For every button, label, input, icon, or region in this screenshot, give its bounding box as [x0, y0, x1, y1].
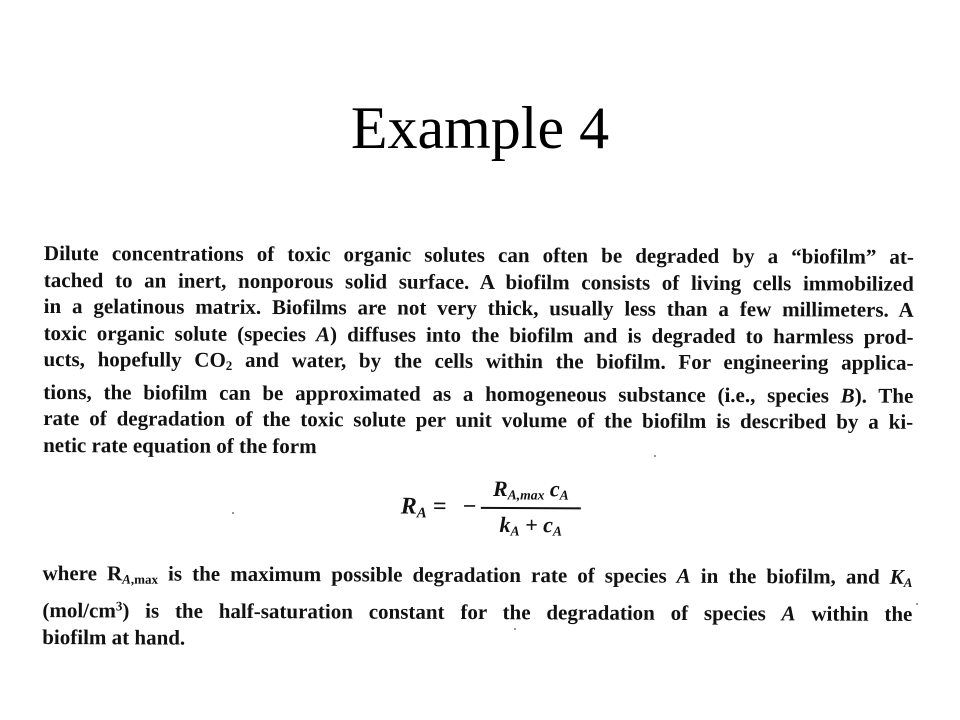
- equation-lhs: $R_A$ =: [400, 493, 447, 522]
- text-line: Dilute concentrations of toxic organic solutes can often be degraded by a “biofilm” at-: [43, 240, 914, 269]
- equation-fraction: [481, 476, 581, 539]
- equation-numerator: $R_{A,max}$ $c_A$: [481, 476, 581, 509]
- text-line: tached to an inert, nonporous solid surface. A biofilm consists of living cells immobilized: [43, 267, 914, 296]
- scan-speck: [654, 455, 656, 457]
- rate-equation: [43, 470, 913, 550]
- scanned-text-block: [42, 240, 914, 654]
- text-line: tions, the biofilm can be approximated as a homogeneous substance (i.e., species B). The: [43, 379, 914, 408]
- text-line: ucts, hopefully $CO_2$ and water, by the cells within the biofilm. For engineering applica-: [43, 346, 914, 375]
- text-line: biofilm at hand.: [42, 624, 186, 650]
- text-line: in a gelatinous matrix. Biofilms are not very thick, usually less than a few millimeters. A: [43, 293, 914, 322]
- scan-speck: [514, 628, 516, 630]
- paragraph-intro: [43, 240, 914, 462]
- text-line: where $R_{A,max}$ is the maximum possible degradation rate of species A in the biofilm, and $K_A$: [42, 561, 913, 591]
- text-line: rate of degradation of the toxic solute per unit volume of the biofilm is described by a ki-: [43, 406, 914, 435]
- text-line: toxic organic solute (species A) diffuses into the biofilm and is degraded to harmless prod-: [43, 320, 914, 349]
- equation-denominator: $k_A + c_A$: [499, 511, 563, 539]
- slide-title: Example 4: [350, 95, 610, 161]
- equation-minus-sign: −: [462, 494, 477, 521]
- scan-speck: [916, 603, 918, 605]
- paragraph-definitions: [42, 560, 912, 654]
- text-line: netic rate equation of the form: [43, 432, 317, 458]
- text-line: $(mol/cm^3)$ is the half-saturation constant for the degradation of species A within the: [42, 598, 913, 626]
- scan-speck: [232, 512, 234, 514]
